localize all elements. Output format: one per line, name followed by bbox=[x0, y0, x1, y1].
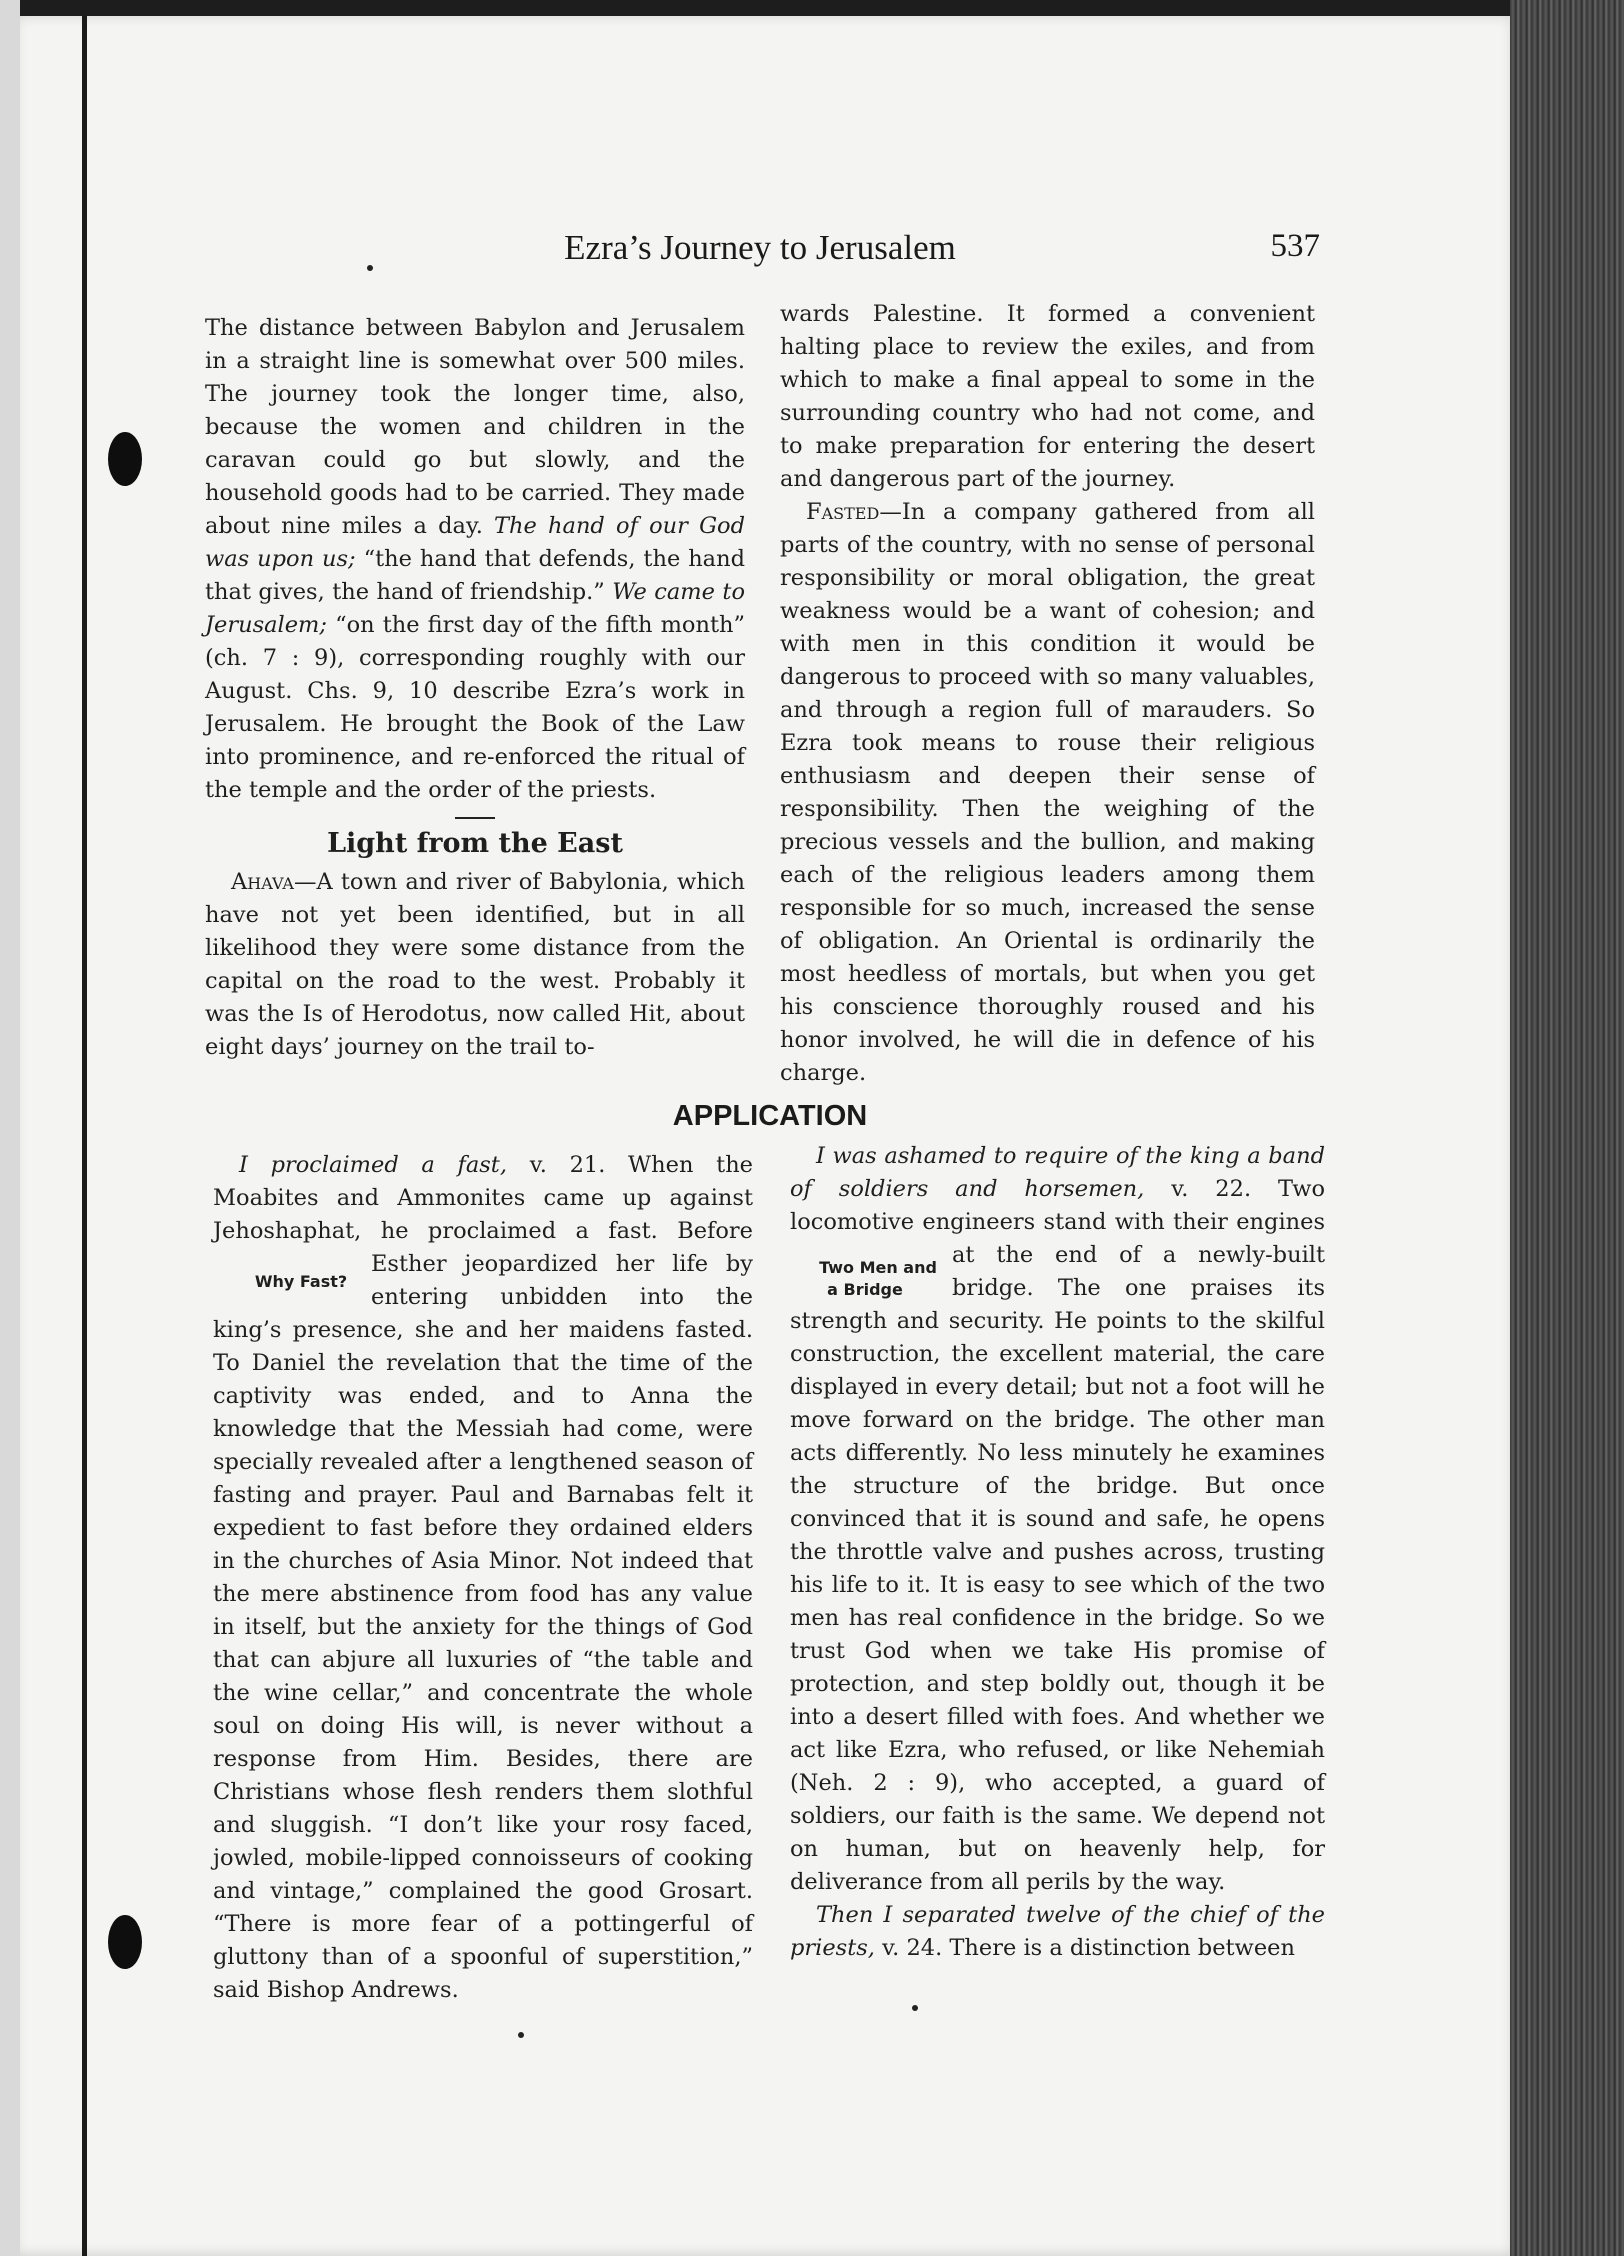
text: v. 22. Two locomotive engineers stand with their engines at bbox=[790, 1176, 1325, 1268]
paragraph-distance bbox=[205, 312, 745, 807]
margin-note-why-fast: Why Fast? bbox=[254, 1272, 348, 1291]
book-edge bbox=[1510, 0, 1624, 2256]
top-shadow bbox=[20, 0, 1520, 16]
text: v. 24. There is a distinction between bbox=[874, 1935, 1295, 1961]
punch-hole-top bbox=[108, 432, 142, 486]
text: “the hand that defends, the hand that gives, the hand of friendship.” bbox=[205, 546, 745, 605]
punch-hole-bottom bbox=[108, 1915, 142, 1969]
paragraph-palestine: wards Palestine. It formed a convenient halting place to review the exiles, and from which to make a final appeal to some in the surrounding country who had not come, and to make preparation for entering the desert and dangerous part of the journey. bbox=[780, 301, 1315, 492]
left-column-bottom bbox=[213, 1149, 753, 2007]
paragraph-fasted bbox=[780, 496, 1315, 1090]
small-caps-term: Fasted bbox=[806, 499, 880, 525]
page-binding-line bbox=[82, 14, 87, 2256]
paragraph-proclaimed-fast bbox=[213, 1149, 753, 2007]
small-caps-term: Ahava bbox=[231, 869, 294, 895]
margin-note-two-men: Two Men and a Bridge bbox=[819, 1258, 937, 1299]
left-column-top bbox=[205, 312, 745, 1064]
paragraph-separated bbox=[790, 1899, 1325, 1965]
text: —In a company gathered from all parts of the country, with no sense of personal responsibility or moral obligation, the great weakness would be a want of cohesion; and with men in this condition it would be dangerous to proceed with so many valuables, and through a region full of marauders. So Ezra took means to rouse their religious enthusiasm and deepen their sense of responsibility. Then the weighing of the precious vessels and the bullion, and making each of the religious leaders among them responsible for so much, increased the sense of obligation. An Oriental is ordinarily the most heedless of mortals, but when you get his conscience thoroughly roused and his honor involved, he will die in defence of his charge. bbox=[780, 499, 1315, 1086]
right-column-bottom bbox=[790, 1140, 1325, 1965]
section-heading: Light from the East bbox=[327, 828, 623, 859]
italic-text: We came to Jerusalem; bbox=[205, 579, 745, 638]
text: Esther jeopardized her life by entering unbidden into the king’s presence, she and her maidens fasted. To Daniel the revelation that the time of the captivity was ended, and to Anna the knowledge that the Messiah had come, were specially revealed after a lengthened season of fasting and prayer. Paul and Barnabas felt it expedient to fast before they ordained elders in the churches of Asia Minor. Not indeed that the mere abstinence from food has any value in itself, but the anxiety for the things of God that can abjure all luxuries of “the table and the wine cellar,” and concentrate the whole soul on doing His will, is never without a response from Him. Besides, there are Christians whose flesh renders them slothful and sluggish. “I don’t like your rosy faced, jowled, mobile-lipped connoisseurs of cooking and vintage,” complained the good Grosart. “There is more fear of a pottingerful of gluttony than of a spoonful of superstition,” said Bishop Andrews. bbox=[213, 1251, 753, 2003]
italic-text: Then I separated twelve of the chief of the priests, bbox=[790, 1902, 1325, 1961]
italic-text: The hand of our God was upon us; bbox=[205, 513, 745, 572]
text: “on the first day of the fifth month” (ch. 7 : 9), corresponding roughly with our August. Chs. 9, 10 describe Ezra’s work in Jerusalem. He brought the Book of the Law into prominence, and re-enforced the ritual of the temple and the order of the priests. bbox=[205, 612, 745, 803]
speck bbox=[518, 2032, 524, 2038]
paragraph-ashamed bbox=[790, 1140, 1325, 1899]
running-header bbox=[200, 228, 1320, 278]
text: the end of a newly-built bridge. The one praises its strength and security. He points to the skilful construction, the excellent material, the care displayed in every detail; but not a foot will he move forward on the bridge. The other man acts differently. No less minutely he examines the structure of the bridge. But once convinced that it is sound and safe, he opens the throttle valve and pushes across, trusting his life to it. It is easy to see which of the two men has real confidence in the bridge. So we trust God when we take His promise of protection, and step boldly out, though it be into a desert filled with foes. And whether we act like Ezra, who refused, or like Nehemiah (Neh. 2 : 9), who accepted, a guard of soldiers, our faith is the same. We depend not on human, but on heavenly help, for deliverance from all perils by the way. bbox=[790, 1242, 1326, 1895]
application-heading: APPLICATION bbox=[672, 1100, 868, 1132]
speck bbox=[912, 2005, 918, 2011]
page-number: 537 bbox=[1270, 228, 1320, 264]
page-title: Ezra’s Journey to Jerusalem bbox=[564, 228, 956, 267]
text: The distance between Babylon and Jerusalem in a straight line is somewhat over 500 miles. The journey took the longer time, also, because the women and children in the caravan could go but slowly, and the household goods had to be carried. They made about nine miles a day. bbox=[205, 315, 745, 539]
italic-text: I proclaimed a fast, bbox=[239, 1152, 508, 1178]
text: —A town and river of Babylonia, which have not yet been identified, but in all likelihood they were some distance from the capital on the road to the west. Probably it was the Is of Herodotus, now called Hit, about eight days’ journey on the trail to- bbox=[205, 869, 745, 1060]
italic-text: I was ashamed to require of the king a band of soldiers and horsemen, bbox=[790, 1143, 1325, 1202]
text: v. 21. When the Moabites and Ammonites came up against Jehoshaphat, he proclaimed a fast. Before bbox=[213, 1152, 753, 1244]
paragraph-ahava bbox=[205, 866, 745, 1064]
section-rule bbox=[455, 817, 495, 819]
right-column-top bbox=[780, 298, 1315, 1090]
